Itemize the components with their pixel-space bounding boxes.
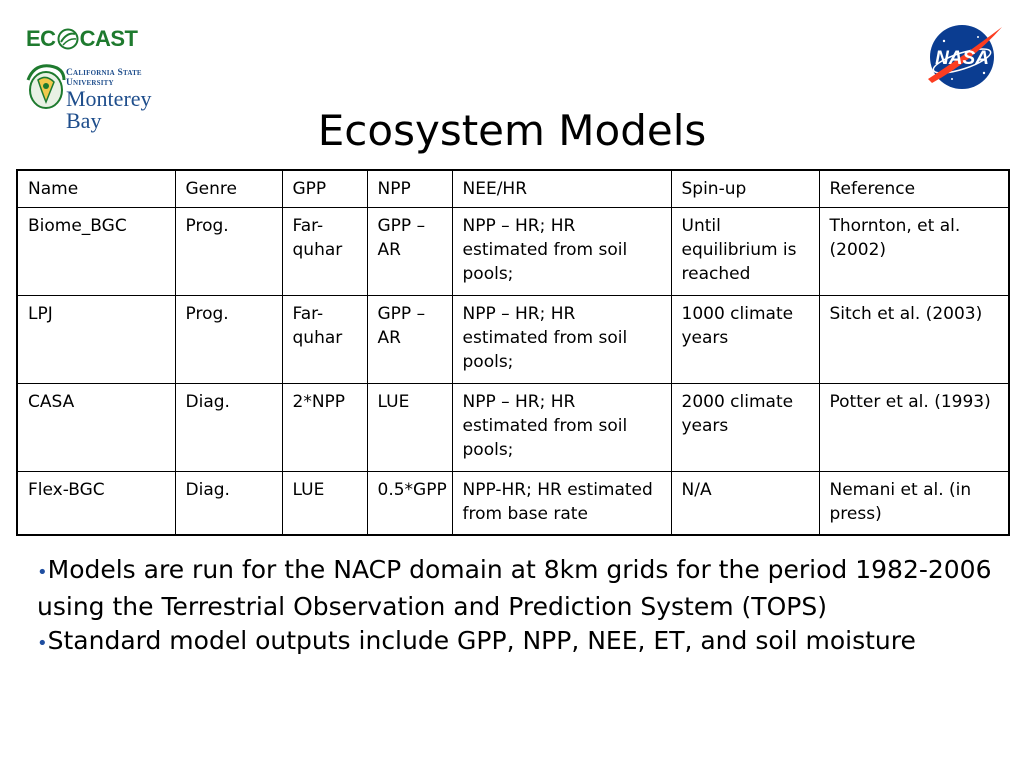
header-spin-up: Spin-up [671, 170, 819, 208]
cell-npp: 0.5*GPP [367, 472, 452, 535]
cell-reference: Sitch et al. (2003) [819, 296, 1009, 384]
ecocast-logo-left: EC [26, 26, 56, 51]
table-row [17, 296, 1009, 384]
page-title: Ecosystem Models [317, 106, 707, 155]
cell-spin-up: Until equilibrium is reached [671, 208, 819, 296]
cell-name: CASA [17, 384, 175, 472]
cell-nee-hr: NPP – HR; HR estimated from soil pools; [452, 296, 671, 384]
cell-spin-up: N/A [671, 472, 819, 535]
header-genre: Genre [175, 170, 282, 208]
cell-genre: Prog. [175, 296, 282, 384]
csumb-name-label: Monterey Bay [66, 86, 152, 133]
cell-nee-hr: NPP – HR; HR estimated from soil pools; [452, 384, 671, 472]
ecosystem-models-table [16, 169, 1010, 536]
bullet-dot-icon: • [37, 633, 48, 654]
cell-reference: Thornton, et al. (2002) [819, 208, 1009, 296]
bullet-text: Standard model outputs include GPP, NPP, NEE, ET, and soil moisture [47, 626, 916, 655]
bullet-item [37, 624, 997, 661]
header-gpp: GPP [282, 170, 367, 208]
cell-spin-up: 1000 climate years [671, 296, 819, 384]
table-row [17, 384, 1009, 472]
cell-gpp: LUE [282, 472, 367, 535]
nasa-logo-text: NASA [935, 48, 989, 69]
cell-spin-up: 2000 climate years [671, 384, 819, 472]
cell-nee-hr: NPP – HR; HR estimated from soil pools; [452, 208, 671, 296]
cell-npp: GPP – AR [367, 208, 452, 296]
bullet-text: Models are run for the NACP domain at 8km grids for the period 1982-2006 using the Terrestrial Observation and Prediction System (TOPS) [37, 555, 992, 621]
cell-reference: Nemani et al. (in press) [819, 472, 1009, 535]
cell-npp: GPP – AR [367, 296, 452, 384]
bullet-list [37, 553, 997, 661]
nasa-logo [922, 21, 1006, 95]
table-header-row [17, 170, 1009, 208]
header-reference: Reference [819, 170, 1009, 208]
cell-gpp: Far-quhar [282, 296, 367, 384]
cell-genre: Prog. [175, 208, 282, 296]
cell-nee-hr: NPP-HR; HR estimated from base rate [452, 472, 671, 535]
globe-icon [57, 28, 79, 50]
cell-npp: LUE [367, 384, 452, 472]
cell-reference: Potter et al. (1993) [819, 384, 1009, 472]
header-name: Name [17, 170, 175, 208]
cell-gpp: Far-quhar [282, 208, 367, 296]
table-row [17, 208, 1009, 296]
csumb-university-label: California State University [66, 68, 142, 88]
header-nee-hr: NEE/HR [452, 170, 671, 208]
cell-name: LPJ [17, 296, 175, 384]
cell-gpp: 2*NPP [282, 384, 367, 472]
cell-genre: Diag. [175, 472, 282, 535]
bullet-dot-icon: • [37, 562, 48, 583]
header-npp: NPP [367, 170, 452, 208]
table-row [17, 472, 1009, 535]
ecocast-logo [26, 26, 137, 52]
cell-genre: Diag. [175, 384, 282, 472]
ecocast-logo-right: CAST [79, 26, 138, 51]
nasa-meatball-icon [922, 21, 1006, 91]
cell-name: Biome_BGC [17, 208, 175, 296]
bullet-item [37, 553, 997, 624]
cell-name: Flex-BGC [17, 472, 175, 535]
